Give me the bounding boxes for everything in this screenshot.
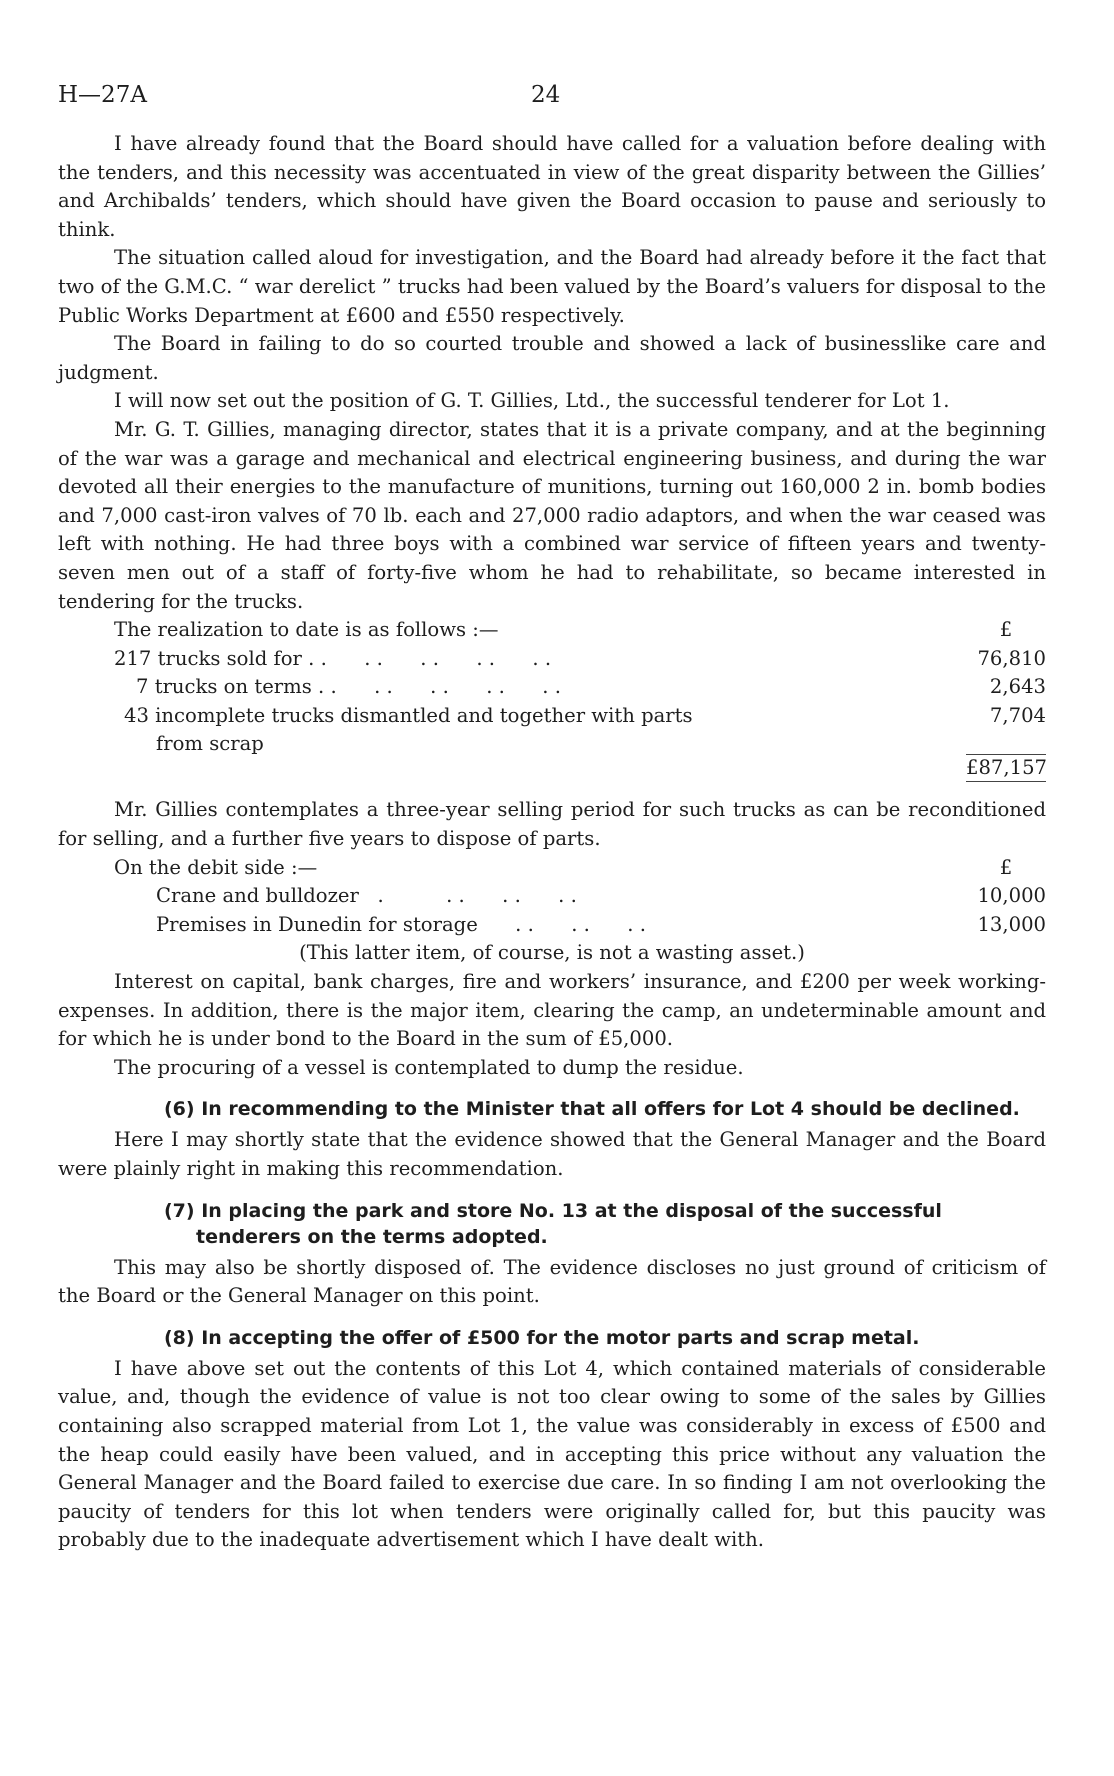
currency-symbol: £ [999, 618, 1013, 642]
row-amount: 13,000 [977, 912, 1046, 936]
debit-table [58, 854, 1046, 968]
row-amount: 76,810 [977, 646, 1046, 670]
realization-header-row [58, 616, 1046, 645]
page-header [58, 82, 1046, 122]
paragraph: Interest on capital, bank charges, fire and workers’ insurance, and £200 per week working-expenses. In addition, there is the major item, clearing the camp, an undeterminable amount and for which he is under bond to the Board in the sum of £5,000. [58, 970, 1046, 1051]
currency-symbol: £ [999, 855, 1013, 879]
paragraph: I have already found that the Board should have called for a valuation before dealing with the tenders, and this necessity was accentuated in view of the great disparity between the Gillies’ and Archibalds’ tenders, which should have given the Board occasion to pause and seriously to think. [58, 132, 1046, 241]
table-row [58, 911, 1046, 940]
page-number: 24 [531, 82, 561, 108]
row-amount: 7,704 [989, 703, 1046, 727]
table-row [58, 702, 1046, 731]
row-label: Premises in Dunedin for storage [156, 912, 478, 936]
dot-leader: . . . . . . . [358, 884, 577, 908]
paragraph: The procuring of a vessel is contemplated to dump the residue. [114, 1055, 744, 1079]
row-amount: 10,000 [977, 884, 1046, 908]
paragraph: This may also be shortly disposed of. The evidence discloses no just ground of criticism of the Board or the General Manager on this point. [58, 1255, 1046, 1308]
section-heading-8: (8) In accepting the offer of £500 for the motor parts and scrap metal. [164, 1326, 920, 1349]
paragraph: The Board in failing to do so courted trouble and showed a lack of businesslike care and judgment. [58, 332, 1046, 384]
table-row [58, 673, 1046, 702]
debit-intro: On the debit side :— [114, 855, 318, 879]
row-amount: 2,643 [989, 675, 1046, 699]
row-label: Crane and bulldozer [156, 884, 359, 908]
total-amount: £87,157 [966, 754, 1046, 782]
dot-leader: . . . . . . . . . . [301, 646, 552, 670]
paragraph: I will now set out the position of G. T. Gillies, Ltd., the successful tenderer for Lot 1. [114, 389, 950, 413]
table-row [58, 882, 1046, 911]
document-page [58, 82, 1046, 1555]
row-label: 217 trucks sold for [114, 646, 302, 670]
paragraph: Mr. G. T. Gillies, managing director, states that it is a private company, and at the beginning of the war was a garage and mechanical and electrical engineering business, and during the war devoted all their energies to the manufacture of munitions, turning out 160,000 2 in. bomb bodies and 7,000 cast-iron valves of 70 lb. each and 27,000 radio adaptors, and when the war ceased was left with nothing. He had three boys with a combined war service of fifteen years and twenty-seven men out of a staff of forty-five whom he had to rehabilitate, so became interested in tendering for the trucks. [58, 417, 1046, 613]
row-label: from scrap [156, 732, 264, 756]
paragraph: Here I may shortly state that the evidence showed that the General Manager and the Board were plainly right in making this recommendation. [58, 1128, 1046, 1180]
realization-table [58, 616, 1046, 782]
document-body [58, 130, 1046, 1555]
table-row [58, 730, 1046, 756]
row-label: 7 trucks on terms [136, 675, 312, 699]
debit-note: (This latter item, of course, is not a wasting asset.) [299, 941, 805, 965]
row-label: 43 incomplete trucks dismantled and together with parts [124, 703, 693, 727]
realization-intro: The realization to date is as follows :— [114, 618, 499, 642]
dot-leader: . . . . . . [477, 912, 646, 936]
table-row [58, 645, 1046, 674]
document-reference: H—27A [58, 82, 147, 108]
section-heading-7: (7) In placing the park and store No. 13 at the disposal of the successful tenderers on the terms adopted. [164, 1199, 942, 1248]
dot-leader: . . . . . . . . . . [311, 675, 561, 699]
paragraph: I have above set out the contents of this Lot 4, which contained materials of considerable value, and, though the evidence of value is not too clear owing to some of the sales by Gillies containing also scrapped material from Lot 1, the value was considerably in excess of £500 and the heap could easily have been valued, and in accepting this price without any valuation the General Manager and the Board failed to exercise due care. In so finding I am not overlooking the paucity of tenders for this lot when tenders were originally called for, but this paucity was probably due to the inadequate advertisement which I have dealt with. [58, 1356, 1046, 1552]
section-heading-6: (6) In recommending to the Minister that all offers for Lot 4 should be declined. [164, 1098, 1020, 1121]
debit-header-row [58, 854, 1046, 883]
paragraph: The situation called aloud for investigation, and the Board had already before it the fact that two of the G.M.C. “ war derelict ” trucks had been valued by the Board’s valuers for disposal to the Public Works Department at £600 and £550 respectively. [58, 246, 1046, 327]
paragraph: Mr. Gillies contemplates a three-year selling period for such trucks as can be reconditioned for selling, and a further five years to dispose of parts. [58, 798, 1046, 851]
